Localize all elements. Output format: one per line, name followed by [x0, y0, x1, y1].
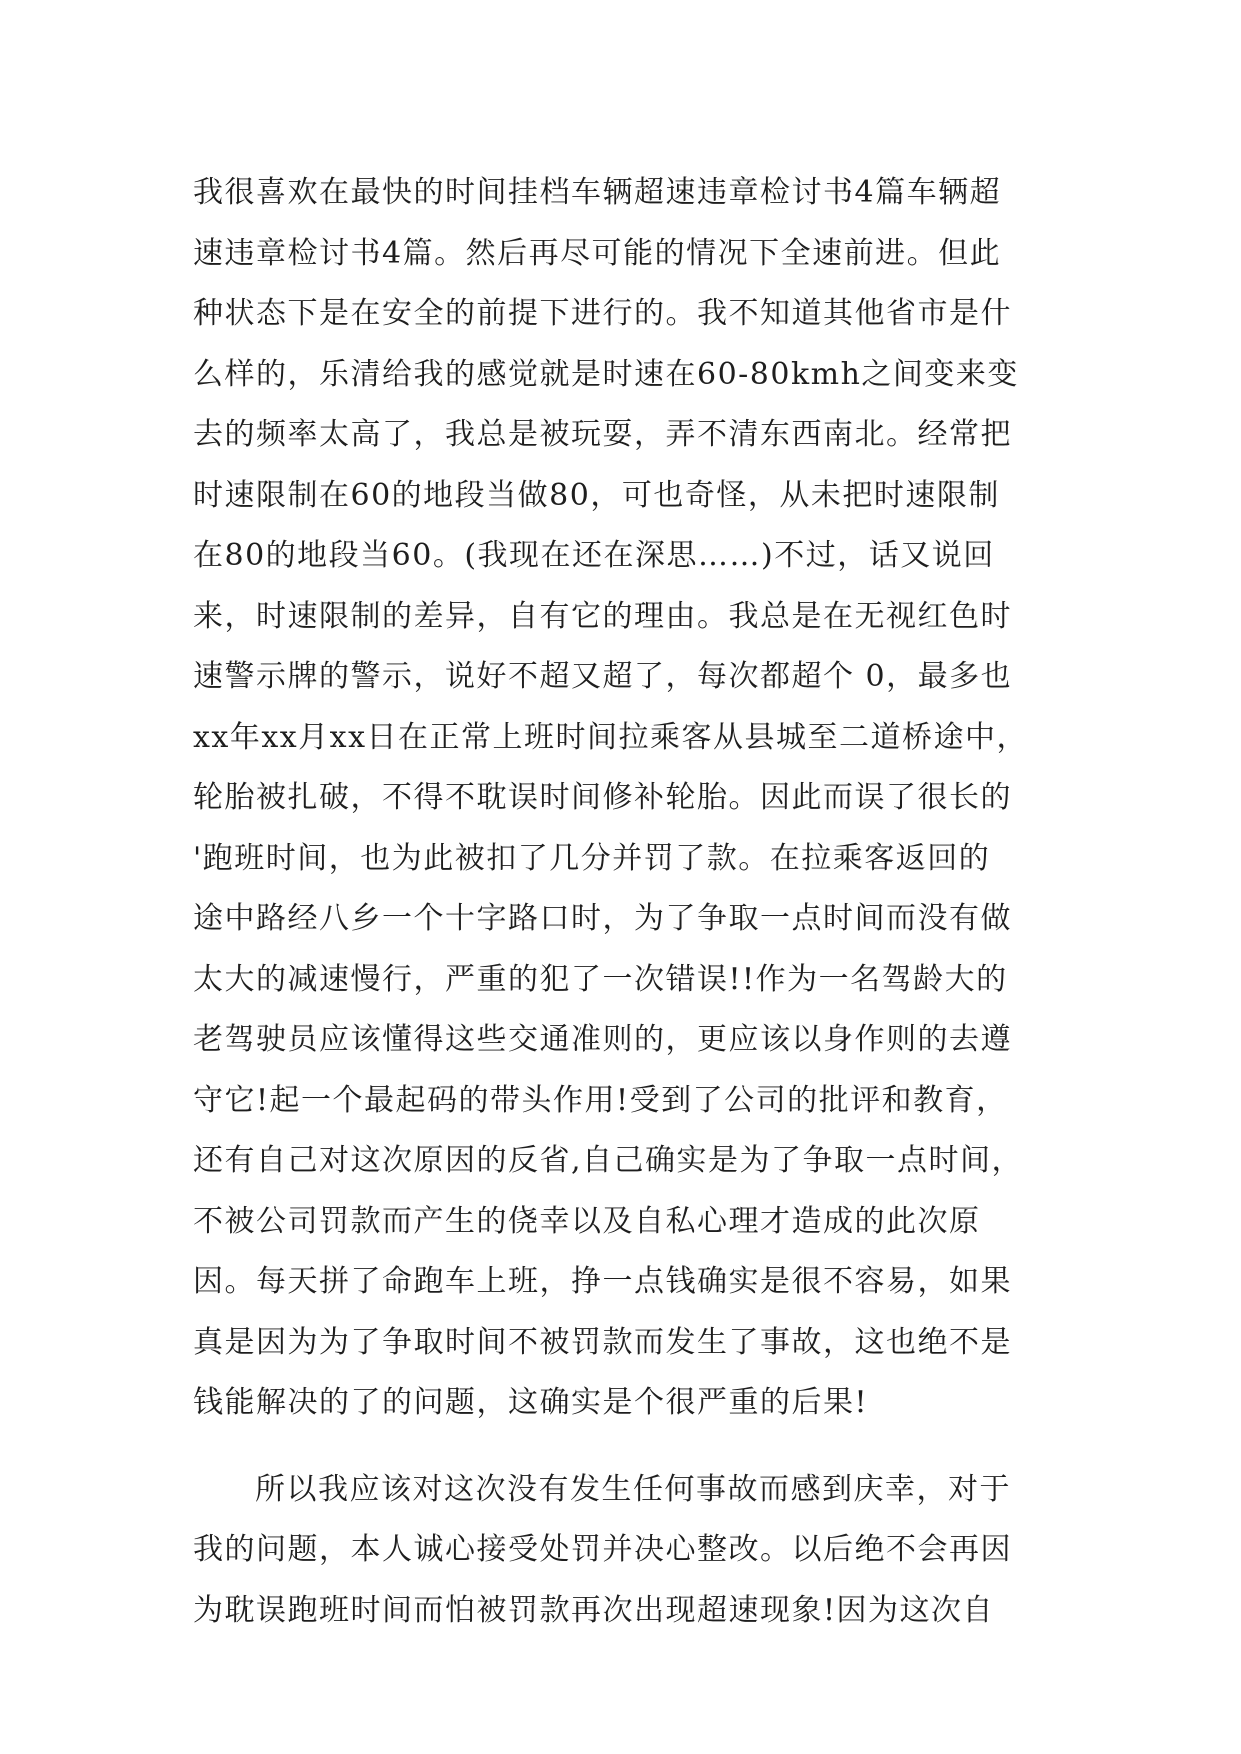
text-line: 钱能解决的了的问题，这确实是个很严重的后果!	[193, 1385, 869, 1420]
text-line: 途中路经八乡一个十字路口时，为了争取一点时间而没有做	[193, 901, 1012, 936]
text-line: 么样的，乐清给我的感觉就是时速在60-80kmh之间变来变	[193, 356, 1019, 392]
text-line: 轮胎被扎破，不得不耽误时间修补轮胎。因此而误了很长的	[193, 780, 1012, 815]
text-line: 种状态下是在安全的前提下进行的。我不知道其他省市是什	[193, 296, 1012, 331]
body-text	[193, 163, 1073, 1641]
text-line: 来，时速限制的差异，自有它的理由。我总是在无视红色时	[193, 598, 1012, 634]
paragraph-1	[193, 163, 1073, 1434]
text-line: 还有自己对这次原因的反省,自己确实是为了争取一点时间，	[193, 1143, 1024, 1178]
text-line: 我很喜欢在最快的时间挂档车辆超速违章检讨书4篇车辆超	[193, 175, 1002, 210]
paragraph-2	[193, 1460, 1073, 1642]
text-line: 速警示牌的警示，说好不超又超了，每次都超个 0，最多也	[193, 659, 1013, 694]
text-line: 太大的减速慢行，严重的犯了一次错误!!作为一名驾龄大的	[193, 961, 1008, 997]
text-line: xx年xx月xx日在正常上班时间拉乘客从县城至二道桥途中，	[193, 719, 1029, 755]
text-line: 为耽误跑班时间而怕被罚款再次出现超速现象!因为这次自	[193, 1592, 995, 1628]
text-line: '跑班时间，也为此被扣了几分并罚了款。在拉乘客返回的	[193, 840, 991, 876]
text-line: 不被公司罚款而产生的侥幸以及自私心理才造成的此次原	[193, 1203, 981, 1239]
text-line: 守它!起一个最起码的带头作用!受到了公司的批评和教育，	[193, 1082, 1008, 1118]
text-line: 在80的地段当60。(我现在还在深思……)不过，话又说回	[193, 538, 995, 573]
text-line: 所以我应该对这次没有发生任何事故而感到庆幸，对于	[255, 1471, 1011, 1507]
text-line: 去的频率太高了，我总是被玩耍，弄不清东西南北。经常把	[193, 417, 1012, 452]
text-line: 老驾驶员应该懂得这些交通准则的，更应该以身作则的去遵	[193, 1022, 1012, 1057]
paragraph-gap	[193, 1434, 1073, 1460]
text-line: 真是因为为了争取时间不被罚款而发生了事故，这也绝不是	[193, 1324, 1012, 1360]
text-line: 我的问题，本人诚心接受处罚并决心整改。以后绝不会再因	[193, 1532, 1012, 1567]
text-line: 因。每天拼了命跑车上班，挣一点钱确实是很不容易，如果	[193, 1264, 1012, 1299]
text-line: 速违章检讨书4篇。然后再尽可能的情况下全速前进。但此	[193, 235, 1002, 271]
text-line: 时速限制在60的地段当做80，可也奇怪，从未把时速限制	[193, 477, 1000, 513]
